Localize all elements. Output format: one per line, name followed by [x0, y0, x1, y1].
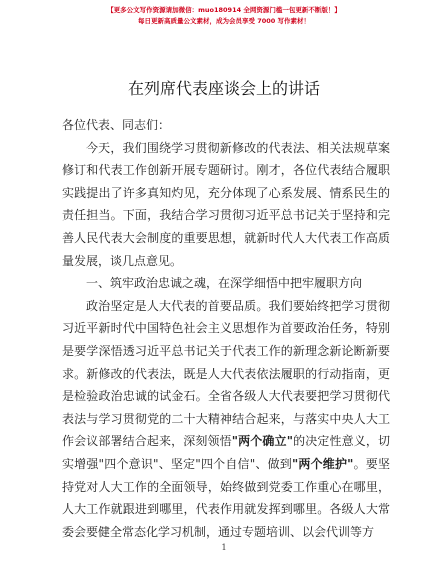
promo-banner-line-1: 【更多公文写作资源请加微信：muo180914 全网资源门槛一包更新不断版！】 [107, 6, 341, 14]
section-heading-1: 一、筑牢政治忠诚之魂，在深学细悟中把牢履职方向 [86, 276, 363, 291]
salutation: 各位代表、同志们： [62, 118, 171, 132]
document-body [62, 114, 390, 543]
promo-banner [0, 5, 448, 27]
bold-phrase-two-establishments: "两个确立" [231, 434, 293, 449]
document-title: 在列席代表座谈会上的讲话 [127, 79, 320, 98]
section-1-text-c: 。要坚持党对人大工作的全面领导，始终做到党委工作重心在哪里，人大工作就跟进到哪里，代表作用就发挥到哪里。各级人大常委会要健全常态化学习机制，通过专题培训、以会代训等方 [62, 456, 390, 539]
section-1-text-b: 的决定性意义，切实增强"四个意识"、坚定"四个自信"、做到 [62, 434, 390, 471]
intro-paragraph: 今天，我们围绕学习贯彻新修改的代表法、相关法规草案修订和代表工作创新开展专题研讨。刚才，各位代表结合履职实践提出了许多真知灼见，充分体现了心系发展、情系民生的责任担当。下面，我结合学习贯彻习近平总书记关于坚持和完善人民代表大会制度的重要思想，就新时代人大代表工作高质量发展，谈几点意见。 [62, 140, 390, 268]
promo-banner-line-2: 每日更新高质量公文素材，成为会员享受 7000 写作素材！ [137, 17, 311, 25]
bold-phrase-two-safeguards: "两个维护" [291, 456, 354, 471]
section-1-paragraph [62, 295, 390, 544]
page-number: 1 [221, 543, 227, 552]
section-1-text-a: 政治坚定是人大代表的首要品质。我们要始终把学习贯彻习近平新时代中国特色社会主义思想作为首要政治任务，特别是要学深悟透习近平总书记关于代表工作的新理念新论断新要求。新修改的代表法，既是人大代表依法履职的行动指南，更是检验政治忠诚的试金石。全省各级人大代表要把学习贯彻代表法与学习贯彻党的二十大精神结合起来，与落实中央人大工作会议部署结合起来，深刻领悟 [62, 298, 390, 449]
